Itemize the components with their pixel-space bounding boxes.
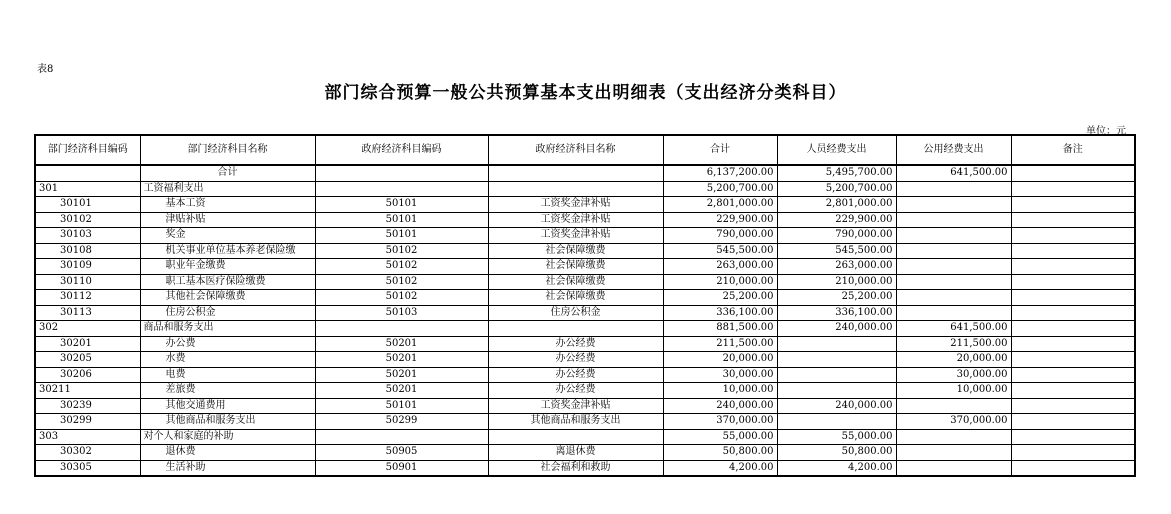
cell-dept-code: 30299	[35, 414, 140, 430]
cell-dept-name: 商品和服务支出	[140, 321, 315, 337]
cell-dept-code: 30109	[35, 259, 140, 275]
table-number: 表8	[37, 64, 54, 75]
cell-gov-name	[488, 429, 663, 445]
cell-personnel: 2,801,000.00	[777, 197, 896, 213]
table-row	[35, 197, 1135, 213]
cell-dept-code	[35, 165, 140, 181]
cell-gov-name	[488, 165, 663, 181]
cell-dept-code: 30108	[35, 243, 140, 259]
cell-note	[1011, 305, 1135, 321]
cell-personnel	[777, 414, 896, 430]
cell-dept-code: 30211	[35, 383, 140, 399]
cell-note	[1011, 243, 1135, 259]
cell-total: 30,000.00	[663, 367, 777, 383]
cell-total: 50,800.00	[663, 445, 777, 461]
cell-total: 25,200.00	[663, 290, 777, 306]
cell-note	[1011, 352, 1135, 368]
cell-personnel: 25,200.00	[777, 290, 896, 306]
cell-gov-code: 50101	[315, 197, 488, 213]
cell-gov-code: 50102	[315, 290, 488, 306]
header-note: 备注	[1011, 135, 1135, 165]
cell-public: 30,000.00	[896, 367, 1011, 383]
cell-public	[896, 259, 1011, 275]
cell-note	[1011, 367, 1135, 383]
cell-public	[896, 212, 1011, 228]
cell-gov-code: 50101	[315, 212, 488, 228]
cell-gov-name: 办公经费	[488, 367, 663, 383]
table-row	[35, 398, 1135, 414]
header-gov-name: 政府经济科目名称	[488, 135, 663, 165]
cell-dept-code: 30239	[35, 398, 140, 414]
table-body	[35, 165, 1135, 476]
cell-note	[1011, 429, 1135, 445]
cell-dept-name: 机关事业单位基本养老保险缴	[140, 243, 315, 259]
cell-note	[1011, 212, 1135, 228]
cell-gov-name: 住房公积金	[488, 305, 663, 321]
cell-gov-code: 50102	[315, 274, 488, 290]
cell-personnel: 336,100.00	[777, 305, 896, 321]
cell-note	[1011, 445, 1135, 461]
cell-note	[1011, 383, 1135, 399]
cell-personnel: 4,200.00	[777, 460, 896, 476]
cell-dept-name: 基本工资	[140, 197, 315, 213]
cell-dept-name: 电费	[140, 367, 315, 383]
table-row	[35, 243, 1135, 259]
cell-personnel: 5,200,700.00	[777, 181, 896, 197]
cell-dept-name: 其他社会保障缴费	[140, 290, 315, 306]
cell-gov-code: 50102	[315, 243, 488, 259]
cell-dept-code: 302	[35, 321, 140, 337]
table-row	[35, 429, 1135, 445]
cell-dept-name: 其他商品和服务支出	[140, 414, 315, 430]
cell-gov-name: 工资奖金津补贴	[488, 398, 663, 414]
cell-personnel: 229,900.00	[777, 212, 896, 228]
cell-gov-code	[315, 321, 488, 337]
cell-dept-name: 职业年金缴费	[140, 259, 315, 275]
header-total: 合计	[663, 135, 777, 165]
cell-dept-code: 30112	[35, 290, 140, 306]
cell-personnel: 5,495,700.00	[777, 165, 896, 181]
cell-total: 545,500.00	[663, 243, 777, 259]
cell-dept-code: 30110	[35, 274, 140, 290]
table-row	[35, 336, 1135, 352]
table-row	[35, 414, 1135, 430]
table-row	[35, 305, 1135, 321]
cell-personnel: 210,000.00	[777, 274, 896, 290]
cell-gov-code: 50201	[315, 336, 488, 352]
cell-public	[896, 290, 1011, 306]
cell-public	[896, 243, 1011, 259]
cell-gov-name: 办公经费	[488, 336, 663, 352]
cell-gov-name: 其他商品和服务支出	[488, 414, 663, 430]
cell-note	[1011, 398, 1135, 414]
cell-public: 641,500.00	[896, 165, 1011, 181]
cell-note	[1011, 274, 1135, 290]
cell-public	[896, 305, 1011, 321]
cell-total: 263,000.00	[663, 259, 777, 275]
cell-gov-name: 社会保障缴费	[488, 290, 663, 306]
budget-table	[34, 134, 1136, 477]
cell-dept-name: 住房公积金	[140, 305, 315, 321]
cell-personnel	[777, 367, 896, 383]
cell-personnel	[777, 383, 896, 399]
cell-public: 211,500.00	[896, 336, 1011, 352]
cell-public: 20,000.00	[896, 352, 1011, 368]
cell-dept-code: 30302	[35, 445, 140, 461]
total-row	[35, 165, 1135, 181]
cell-gov-code: 50299	[315, 414, 488, 430]
cell-personnel: 263,000.00	[777, 259, 896, 275]
table-row	[35, 228, 1135, 244]
cell-dept-name: 工资福利支出	[140, 181, 315, 197]
cell-dept-name: 对个人和家庭的补助	[140, 429, 315, 445]
cell-gov-name	[488, 321, 663, 337]
cell-gov-name: 工资奖金津补贴	[488, 228, 663, 244]
cell-public: 641,500.00	[896, 321, 1011, 337]
cell-gov-code: 50201	[315, 367, 488, 383]
cell-public	[896, 398, 1011, 414]
cell-personnel: 50,800.00	[777, 445, 896, 461]
table-row	[35, 274, 1135, 290]
cell-gov-code: 50201	[315, 352, 488, 368]
cell-gov-name: 社会保障缴费	[488, 259, 663, 275]
cell-personnel	[777, 352, 896, 368]
cell-dept-code: 30305	[35, 460, 140, 476]
table-row	[35, 445, 1135, 461]
table-row	[35, 367, 1135, 383]
cell-dept-name: 职工基本医疗保险缴费	[140, 274, 315, 290]
cell-total: 229,900.00	[663, 212, 777, 228]
cell-dept-name: 差旅费	[140, 383, 315, 399]
cell-note	[1011, 165, 1135, 181]
cell-dept-code: 301	[35, 181, 140, 197]
cell-public	[896, 445, 1011, 461]
cell-dept-code: 30103	[35, 228, 140, 244]
cell-total: 211,500.00	[663, 336, 777, 352]
cell-gov-name: 工资奖金津补贴	[488, 212, 663, 228]
cell-public	[896, 228, 1011, 244]
cell-note	[1011, 197, 1135, 213]
cell-gov-name: 离退休费	[488, 445, 663, 461]
page-title: 部门综合预算一般公共预算基本支出明细表（支出经济分类科目）	[324, 83, 847, 103]
cell-gov-code: 50101	[315, 228, 488, 244]
cell-public: 370,000.00	[896, 414, 1011, 430]
cell-public: 10,000.00	[896, 383, 1011, 399]
cell-gov-name: 工资奖金津补贴	[488, 197, 663, 213]
cell-public	[896, 197, 1011, 213]
cell-note	[1011, 228, 1135, 244]
cell-dept-name: 其他交通费用	[140, 398, 315, 414]
cell-total: 240,000.00	[663, 398, 777, 414]
unit-label: 单位：元	[1086, 126, 1126, 137]
cell-personnel	[777, 336, 896, 352]
table-row	[35, 181, 1135, 197]
cell-personnel: 240,000.00	[777, 321, 896, 337]
cell-gov-code	[315, 181, 488, 197]
cell-gov-code: 50901	[315, 460, 488, 476]
header-public: 公用经费支出	[896, 135, 1011, 165]
cell-personnel: 55,000.00	[777, 429, 896, 445]
cell-note	[1011, 414, 1135, 430]
cell-total: 2,801,000.00	[663, 197, 777, 213]
cell-total: 5,200,700.00	[663, 181, 777, 197]
table-row	[35, 460, 1135, 476]
cell-dept-name: 奖金	[140, 228, 315, 244]
cell-personnel: 790,000.00	[777, 228, 896, 244]
cell-note	[1011, 259, 1135, 275]
table-row	[35, 259, 1135, 275]
cell-gov-code	[315, 429, 488, 445]
header-gov-code: 政府经济科目编码	[315, 135, 488, 165]
cell-dept-code: 30206	[35, 367, 140, 383]
table-header-row	[35, 135, 1135, 165]
cell-note	[1011, 460, 1135, 476]
header-dept-name: 部门经济科目名称	[140, 135, 315, 165]
cell-dept-code: 303	[35, 429, 140, 445]
cell-total: 4,200.00	[663, 460, 777, 476]
cell-gov-name	[488, 181, 663, 197]
cell-dept-name: 办公费	[140, 336, 315, 352]
cell-total: 55,000.00	[663, 429, 777, 445]
cell-gov-name: 办公经费	[488, 383, 663, 399]
cell-total: 370,000.00	[663, 414, 777, 430]
cell-public	[896, 274, 1011, 290]
cell-gov-name: 社会保障缴费	[488, 274, 663, 290]
cell-dept-code: 30113	[35, 305, 140, 321]
cell-dept-name: 生活补助	[140, 460, 315, 476]
cell-dept-code: 30101	[35, 197, 140, 213]
cell-gov-name: 社会保障缴费	[488, 243, 663, 259]
cell-dept-code: 30205	[35, 352, 140, 368]
cell-dept-code: 30201	[35, 336, 140, 352]
cell-total: 336,100.00	[663, 305, 777, 321]
cell-total: 790,000.00	[663, 228, 777, 244]
cell-gov-name: 办公经费	[488, 352, 663, 368]
table-row	[35, 352, 1135, 368]
cell-dept-name: 合计	[140, 165, 315, 181]
cell-dept-name: 津贴补贴	[140, 212, 315, 228]
cell-public	[896, 429, 1011, 445]
cell-total: 881,500.00	[663, 321, 777, 337]
cell-gov-code: 50103	[315, 305, 488, 321]
cell-note	[1011, 321, 1135, 337]
cell-gov-code: 50102	[315, 259, 488, 275]
cell-dept-name: 水费	[140, 352, 315, 368]
cell-dept-name: 退休费	[140, 445, 315, 461]
cell-public	[896, 181, 1011, 197]
cell-personnel: 545,500.00	[777, 243, 896, 259]
cell-dept-code: 30102	[35, 212, 140, 228]
cell-gov-name: 社会福利和救助	[488, 460, 663, 476]
cell-personnel: 240,000.00	[777, 398, 896, 414]
table-row	[35, 383, 1135, 399]
cell-total: 10,000.00	[663, 383, 777, 399]
table-row	[35, 290, 1135, 306]
cell-total: 210,000.00	[663, 274, 777, 290]
cell-gov-code: 50905	[315, 445, 488, 461]
table-row	[35, 212, 1135, 228]
header-dept-code: 部门经济科目编码	[35, 135, 140, 165]
cell-public	[896, 460, 1011, 476]
header-personnel: 人员经费支出	[777, 135, 896, 165]
cell-note	[1011, 336, 1135, 352]
cell-gov-code	[315, 165, 488, 181]
cell-note	[1011, 290, 1135, 306]
cell-total: 20,000.00	[663, 352, 777, 368]
cell-gov-code: 50101	[315, 398, 488, 414]
table-row	[35, 321, 1135, 337]
cell-total: 6,137,200.00	[663, 165, 777, 181]
cell-gov-code: 50201	[315, 383, 488, 399]
cell-note	[1011, 181, 1135, 197]
